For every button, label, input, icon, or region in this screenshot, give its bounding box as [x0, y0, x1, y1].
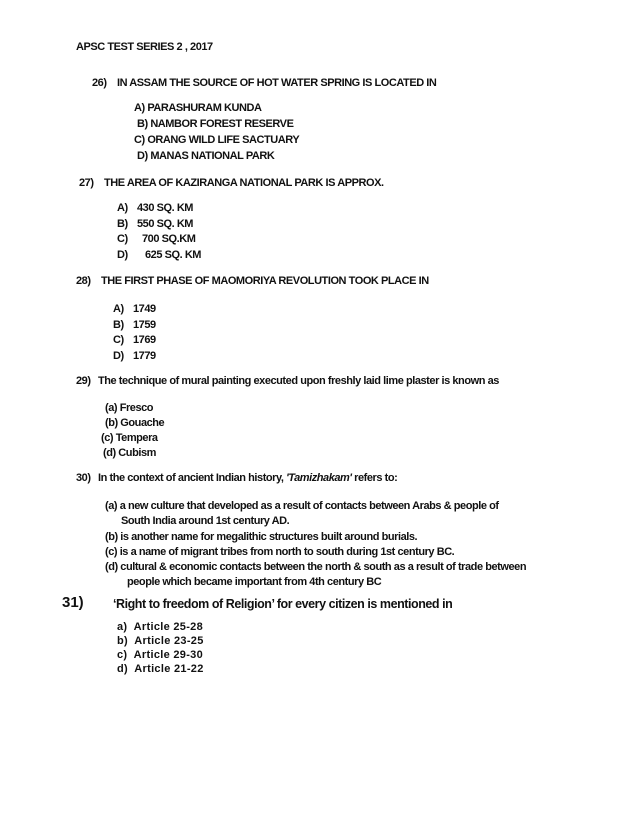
q30-option-b: (b) is another name for megalithic structures built around burials.: [105, 531, 418, 543]
q30-option-d: (d) cultural & economic contacts between the north & south as a result of trade between: [105, 561, 527, 573]
q31-number: 31): [62, 594, 84, 611]
q28-option-b-value: 1759: [133, 319, 156, 331]
q28-option-a-value: 1749: [133, 303, 156, 315]
q30-text-before: In the context of ancient Indian history,: [98, 472, 287, 484]
q29-option-a: (a) Fresco: [105, 402, 154, 414]
q31-text: ‘Right to freedom of Religion’ for every citizen is mentioned in: [113, 597, 453, 611]
q29-number: 29): [76, 375, 91, 387]
q30-option-a: (a) a new culture that developed as a result of contacts between Arabs & people of: [105, 500, 499, 512]
q31-option-d: d) Article 21-22: [117, 663, 204, 675]
q27-option-b-value: 550 SQ. KM: [137, 218, 194, 230]
q26-option-b: B) NAMBOR FOREST RESERVE: [137, 118, 294, 130]
q30-text-after: refers to:: [351, 472, 398, 484]
q26-number: 26): [92, 77, 107, 89]
q28-option-b-label: B): [113, 319, 124, 331]
q31-option-a: a) Article 25-28: [117, 621, 204, 633]
q28-number: 28): [76, 275, 91, 287]
q26-option-c: C) ORANG WILD LIFE SACTUARY: [134, 134, 300, 146]
q29-option-b: (b) Gouache: [105, 417, 165, 429]
q27-option-a-value: 430 SQ. KM: [137, 202, 194, 214]
q30-number: 30): [76, 472, 91, 484]
q26-option-a: A) PARASHURAM KUNDA: [134, 102, 262, 114]
q30-option-a-continued: South India around 1st century AD.: [121, 515, 290, 527]
q28-option-d-value: 1779: [133, 350, 156, 362]
q30-text: [98, 472, 397, 485]
q28-option-c-label: C): [113, 334, 124, 346]
q29-option-d: (d) Cubism: [103, 447, 156, 459]
q29-text: The technique of mural painting executed upon freshly laid lime plaster is known as: [98, 375, 499, 387]
q30-option-c: (c) is a name of migrant tribes from north to south during 1st century BC.: [105, 546, 455, 558]
q31-option-b: b) Article 23-25: [117, 635, 204, 647]
header-title: APSC TEST SERIES 2 , 2017: [76, 41, 213, 53]
q28-option-d-label: D): [113, 350, 124, 362]
q27-option-a-label: A): [117, 202, 128, 214]
q27-text: THE AREA OF KAZIRANGA NATIONAL PARK IS APPROX.: [104, 177, 384, 189]
q27-option-c-value: 700 SQ.KM: [142, 233, 196, 245]
q27-option-b-label: B): [117, 218, 128, 230]
q26-option-d: D) MANAS NATIONAL PARK: [137, 150, 275, 162]
q31-option-c: c) Article 29-30: [117, 649, 204, 661]
q27-number: 27): [79, 177, 94, 189]
q27-option-d-label: D): [117, 249, 128, 261]
q27-option-c-label: C): [117, 233, 128, 245]
q26-text: IN ASSAM THE SOURCE OF HOT WATER SPRING IS LOCATED IN: [117, 77, 437, 89]
q28-option-c-value: 1769: [133, 334, 156, 346]
q27-option-d-value: 625 SQ. KM: [145, 249, 202, 261]
q28-text: THE FIRST PHASE OF MAOMORIYA REVOLUTION TOOK PLACE IN: [101, 275, 429, 287]
q30-text-italic: 'Tamizhakam': [286, 472, 352, 484]
q28-option-a-label: A): [113, 303, 124, 315]
q29-option-c: (c) Tempera: [101, 432, 158, 444]
q30-option-d-continued: people which became important from 4th century BC: [127, 576, 382, 588]
